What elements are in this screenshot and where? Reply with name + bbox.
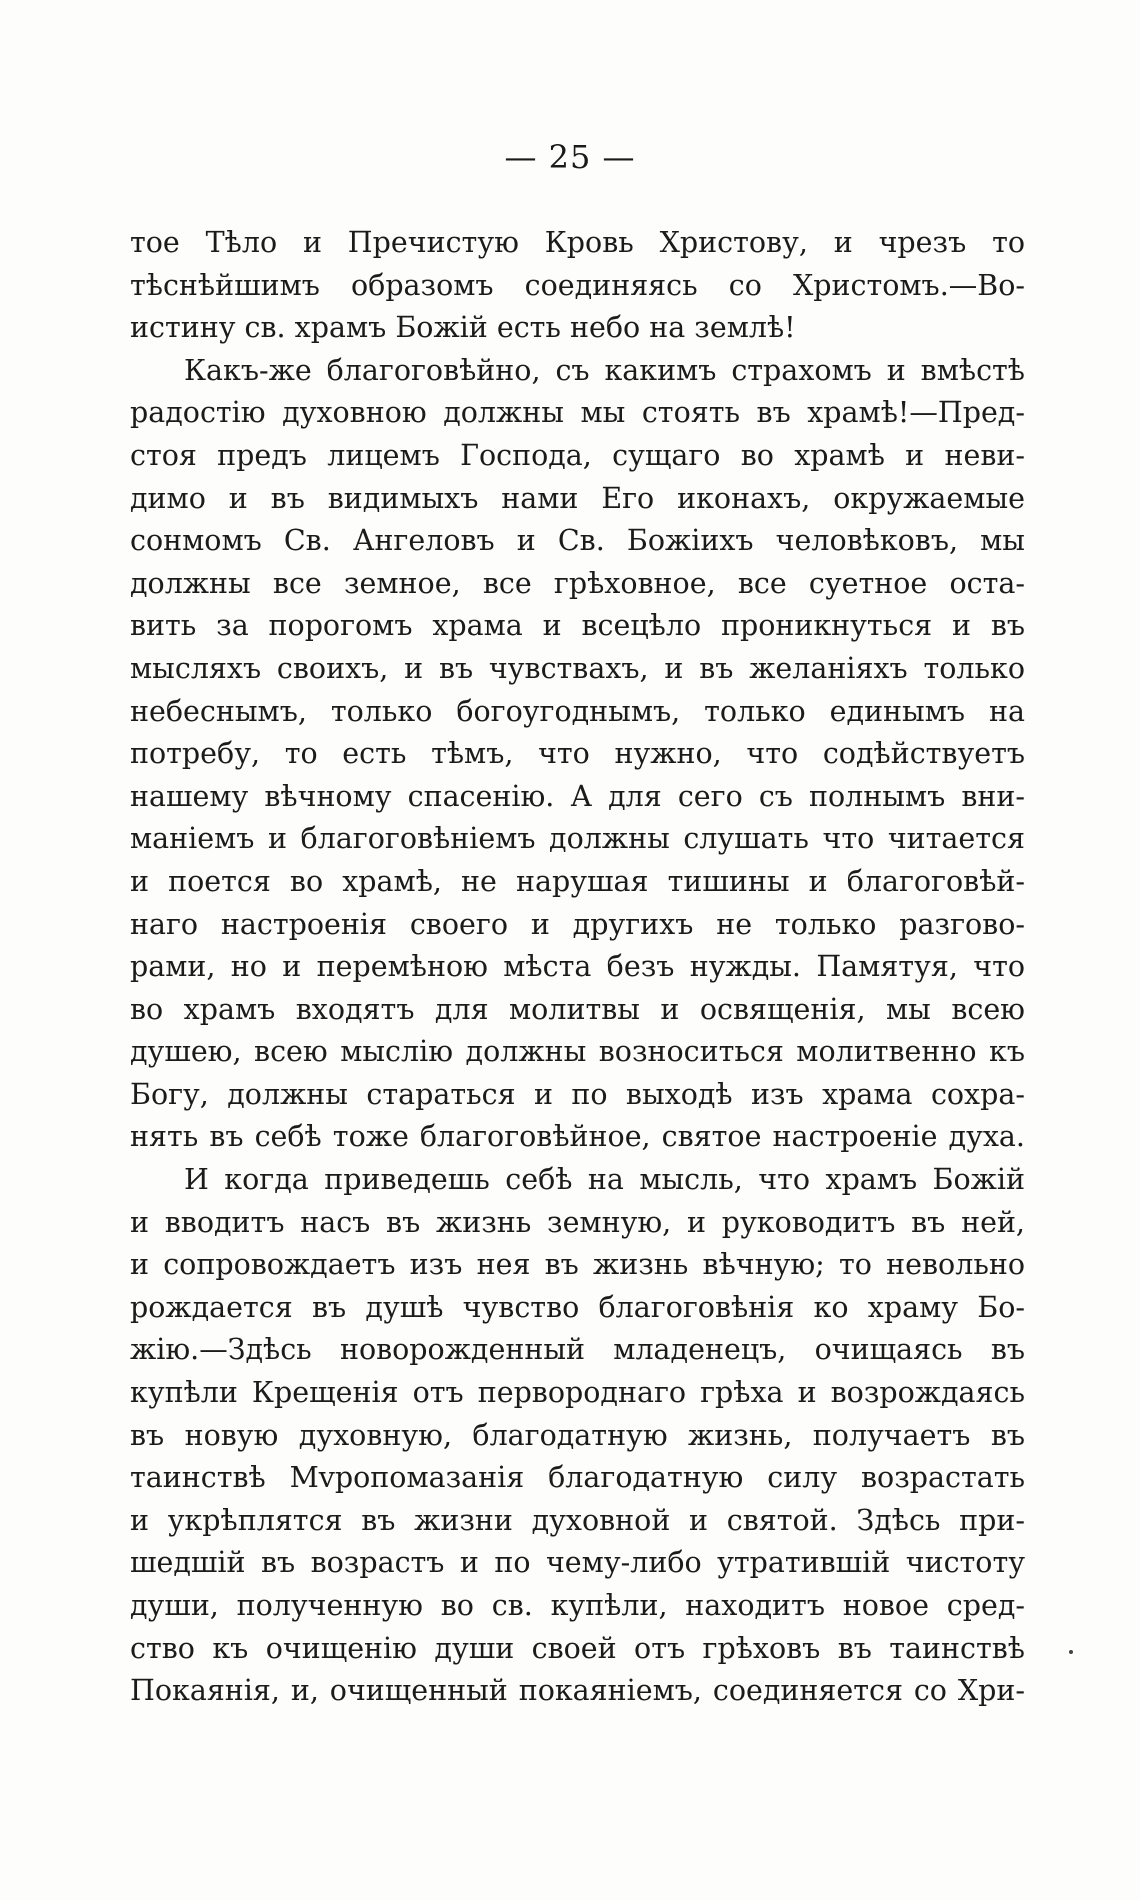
text-line: тое Тѣло и Пречистую Кровь Христову, и чрезъ то: [130, 226, 1025, 259]
text-line: въ новую духовную, благодатную жизнь, получаетъ въ: [130, 1418, 1025, 1452]
text-line: небеснымъ, только богоугоднымъ, только единымъ на: [130, 694, 1025, 728]
text-line: И когда приведешь себѣ на мысль, что храмъ Божій: [184, 1163, 1025, 1197]
text-line: душею, всею мыслію должны возноситься молитвенно къ: [130, 1035, 1025, 1069]
text-line: потребу, то есть тѣмъ, что нужно, что содѣйствуетъ: [130, 737, 1025, 771]
page-number: — 25 —: [504, 138, 636, 176]
text-line: тѣснѣйшимъ образомъ соединяясь со Христомъ.—Во-: [130, 268, 1025, 302]
text-line: шедшій въ возрастъ и по чему-либо утратившій чистоту: [130, 1546, 1025, 1580]
text-line: во храмъ входятъ для молитвы и освященія, мы всею: [130, 992, 1025, 1026]
text-line: души, полученную во св. купѣли, находитъ новое сред-: [130, 1589, 1025, 1622]
text-line: и укрѣплятся въ жизни духовной и святой. Здѣсь при-: [130, 1503, 1025, 1537]
text-line: Богу, должны стараться и по выходѣ изъ храма сохра-: [130, 1077, 1025, 1111]
text-line: рождается въ душѣ чувство благоговѣнія ко храму Бо-: [130, 1290, 1025, 1324]
text-line: сонмомъ Св. Ангеловъ и Св. Божіихъ человѣковъ, мы: [130, 524, 1025, 558]
text-line: радостію духовною должны мы стоять въ храмѣ!—Пред-: [130, 396, 1025, 430]
text-line: наго настроенія своего и другихъ не только разгово-: [130, 907, 1025, 941]
text-line: Покаянія, и, очищенный покаяніемъ, соединяется со Хри-: [130, 1674, 1025, 1708]
paragraph-2: [130, 350, 1025, 1159]
text-line: купѣли Крещенія отъ первороднаго грѣха и возрождаясь: [130, 1376, 1025, 1410]
text-line: истину св. храмъ Божій есть небо на землѣ!: [130, 311, 796, 345]
text-line: должны все земное, все грѣховное, все суетное оста-: [130, 566, 1025, 600]
text-line: Какъ-же благоговѣйно, съ какимъ страхомъ и вмѣстѣ: [184, 353, 1025, 387]
text-line: и поется во храмѣ, не нарушая тишины и благоговѣй-: [130, 864, 1025, 898]
paragraph-3: [130, 1159, 1025, 1713]
text-line: маніемъ и благоговѣніемъ должны слушать что читается: [130, 822, 1025, 856]
text-line: вить за порогомъ храма и всецѣло проникнуться и въ: [130, 609, 1025, 643]
text-line: рами, но и перемѣною мѣста безъ нужды. Памятуя, что: [130, 950, 1025, 984]
paragraph-1: [130, 222, 1025, 350]
text-line: димо и въ видимыхъ нами Его иконахъ, окружаемые: [130, 481, 1025, 515]
text-line: жію.—Здѣсь новорожденный младенецъ, очищаясь въ: [130, 1333, 1025, 1367]
text-line: мысляхъ своихъ, и въ чувствахъ, и въ желаніяхъ только: [130, 651, 1025, 685]
text-line: нашему вѣчному спасенію. А для сего съ полнымъ вни-: [130, 779, 1025, 813]
text-line: и вводитъ насъ въ жизнь земную, и руководитъ въ ней,: [130, 1205, 1025, 1239]
text-line: и сопровождаетъ изъ нея въ жизнь вѣчную; то невольно: [130, 1248, 1025, 1282]
text-line: таинствѣ Мvропомазанія благодатную силу возрастать: [130, 1461, 1025, 1495]
text-line: ство къ очищенію души своей отъ грѣховъ въ таинствѣ: [130, 1631, 1025, 1665]
body-text: [130, 222, 1025, 1713]
text-line: нять въ себѣ тоже благоговѣйное, святое настроеніе духа.: [130, 1120, 1025, 1154]
text-line: стоя предъ лицемъ Господа, сущаго во храмѣ и неви-: [130, 438, 1025, 472]
ink-speck: [1069, 1650, 1073, 1654]
